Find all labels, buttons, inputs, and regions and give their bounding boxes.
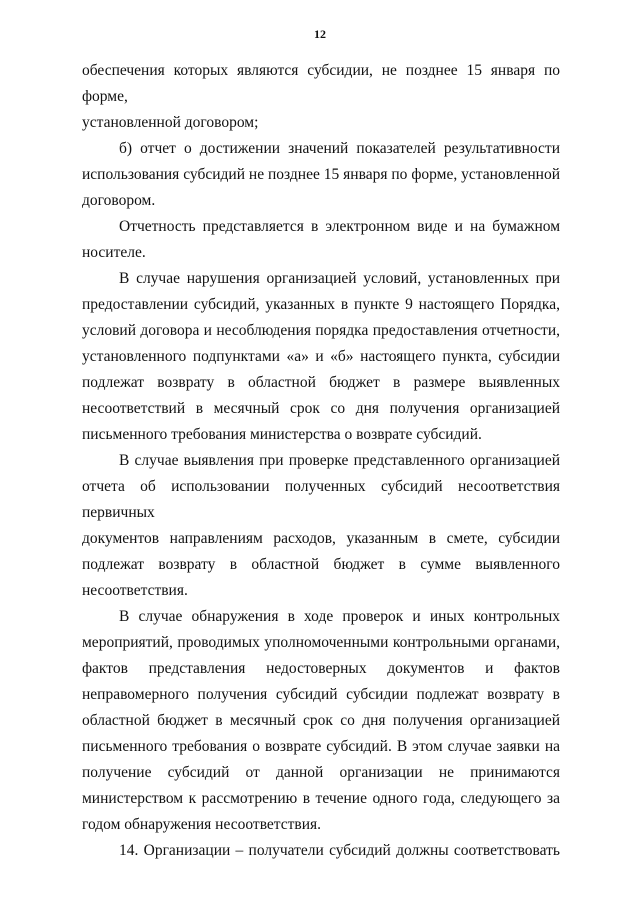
paragraph-line: использования субсидий не позднее 15 января по форме, установленной [82,166,560,183]
paragraph-line: мероприятий, проводимых уполномоченными контрольными органами, [82,634,560,651]
paragraph-line: носителе. [82,244,146,261]
paragraph-line: обеспечения которых являются субсидии, не позднее 15 января по форме, [82,62,560,105]
paragraph-line: министерством к рассмотрению в течение одного года, следующего за [82,790,560,807]
paragraph-line: В случае нарушения организацией условий, установленных при [119,270,560,287]
paragraph-line: несоответствия. [82,582,188,599]
paragraph-line: б) отчет о достижении значений показателей результативности [119,140,560,157]
paragraph-line: отчета об использовании полученных субсидий несоответствия первичных [82,478,560,521]
paragraph-line: письменного требования о возврате субсидий. В этом случае заявки на [82,738,560,755]
paragraph-line: установленной договором; [82,114,259,131]
paragraph-line: фактов представления недостоверных документов и фактов [82,660,560,677]
page-number: 12 [314,27,326,41]
paragraph-line: получение субсидий от данной организации не принимаются [82,764,560,781]
paragraph-line: предоставлении субсидий, указанных в пункте 9 настоящего Порядка, [82,296,560,313]
paragraph-line: установленного подпунктами «а» и «б» настоящего пункта, субсидии [82,348,560,365]
paragraph-line: документов направлениям расходов, указанным в смете, субсидии [82,530,560,547]
paragraph-line: В случае выявления при проверке представленного организацией [119,452,560,469]
paragraph-line: 14. Организации – получатели субсидий должны соответствовать [119,842,560,859]
paragraph-line: областной бюджет в месячный срок со дня получения организацией [82,712,560,729]
paragraph-line: Отчетность представляется в электронном виде и на бумажном [119,218,560,235]
paragraph-line: договором. [82,192,156,209]
paragraph-line: годом обнаружения несоответствия. [82,816,322,833]
paragraph-line: условий договора и несоблюдения порядка предоставления отчетности, [82,322,560,339]
paragraph-line: неправомерного получения субсидий субсидии подлежат возврату в [82,686,560,703]
paragraph-line: письменного требования министерства о возврате субсидий. [82,426,482,443]
paragraph-line: несоответствий в месячный срок со дня получения организацией [82,400,560,417]
paragraph-line: подлежат возврату в областной бюджет в размере выявленных [82,374,560,391]
paragraph-line: подлежат возврату в областной бюджет в сумме выявленного [82,556,560,573]
body-text [82,58,560,864]
paragraph-line: В случае обнаружения в ходе проверок и иных контрольных [119,608,560,625]
